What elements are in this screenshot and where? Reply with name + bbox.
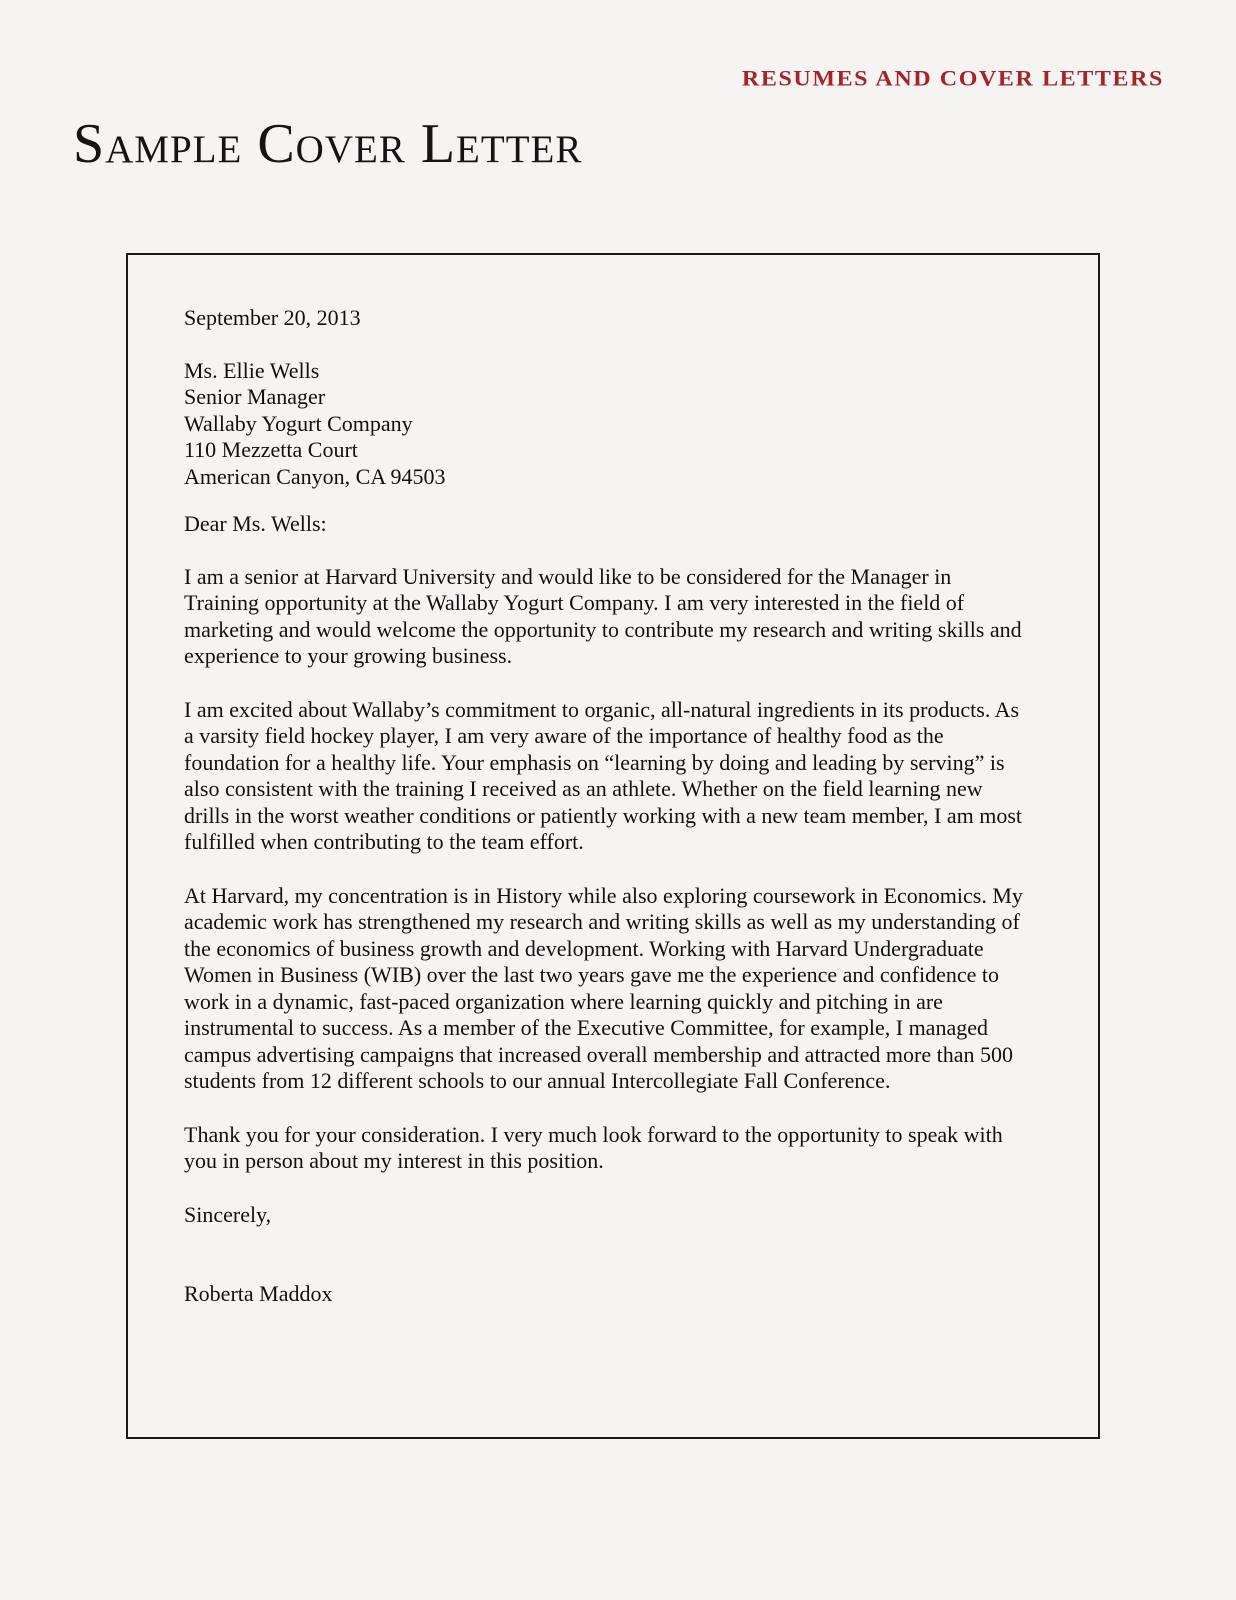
body-paragraph-values: I am excited about Wallaby’s commitment to organic, all-natural ingredients in its products. As a varsity field hockey player, I am very aware of the importance of healthy food as the foundation for a healthy life. Your emphasis on “learning by doing and leading by serving” is also consistent with the training I received as an athlete. Whether on the field learning new drills in the worst weather conditions or patiently working with a new team member, I am most fulfilled when contributing to the team effort. — [184, 696, 1022, 854]
letter-frame — [126, 253, 1100, 1439]
recipient-address — [184, 358, 1024, 491]
recipient-company: Wallaby Yogurt Company — [184, 410, 413, 436]
recipient-title: Senior Manager — [184, 384, 326, 409]
body-paragraph-closing: Thank you for your consideration. I very much look forward to the opportunity to speak with you in person about my interest in this position. — [184, 1121, 1003, 1173]
recipient-street: 110 Mezzetta Court — [184, 437, 358, 462]
section-label: RESUMES AND COVER LETTERS — [741, 67, 1164, 91]
recipient-name: Ms. Ellie Wells — [184, 357, 320, 383]
cover-letter — [184, 305, 1024, 1308]
closing: Sincerely, — [184, 1201, 272, 1227]
body-paragraph-intro: I am a senior at Harvard University and would like to be considered for the Manager in Training opportunity at the Wallaby Yogurt Company. I am very interested in the field of marketing and would welcome the opportunity to contribute my research and writing skills and experience to your growing business. — [184, 563, 1022, 668]
page-title: Sample Cover Letter — [73, 113, 583, 175]
body-paragraph-experience: At Harvard, my concentration is in History while also exploring coursework in Economics. My academic work has strengthened my research and writing skills as well as my understanding of the economics of business growth and development. Working with Harvard Undergraduate Women in Business (WIB) over the last two years gave me the experience and confidence to work in a dynamic, fast-paced organization where learning quickly and pitching in are instrumental to success. As a member of the Executive Committee, for example, I managed campus advertising campaigns that increased overall membership and attracted more than 500 students from 12 different schools to our annual Intercollegiate Fall Conference. — [184, 882, 1023, 1093]
signature: Roberta Maddox — [184, 1281, 333, 1306]
salutation: Dear Ms. Wells: — [184, 511, 327, 536]
letter-date: September 20, 2013 — [184, 305, 361, 330]
recipient-city: American Canyon, CA 94503 — [184, 463, 446, 489]
